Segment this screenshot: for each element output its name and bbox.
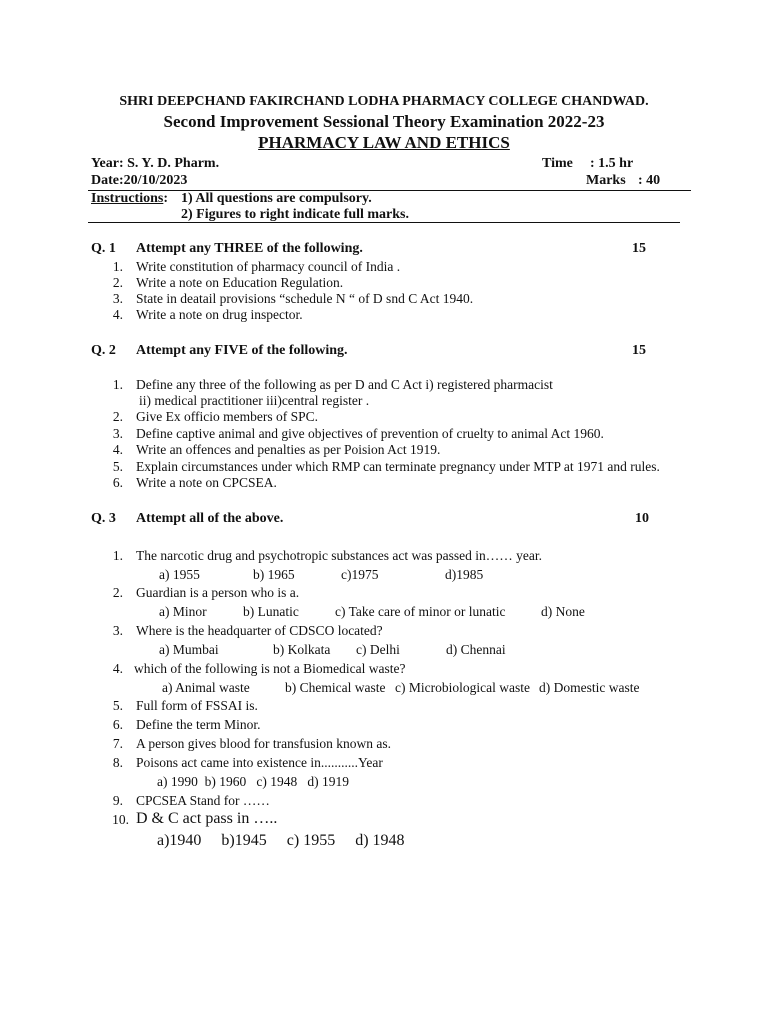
- instructions-colon: :: [163, 191, 169, 206]
- option-b: b) Lunatic: [243, 604, 299, 619]
- instruction-1: 1) All questions are compulsory.: [181, 191, 372, 206]
- option-b: b) 1965: [253, 567, 295, 582]
- date-label: Date:20/10/2023: [91, 173, 188, 188]
- option-d: d)1985: [445, 567, 484, 582]
- option-d: d) Chennai: [446, 642, 506, 657]
- q3-number: Q. 3: [91, 511, 116, 526]
- header-divider: [88, 190, 691, 191]
- year-label: Year: S. Y. D. Pharm.: [91, 156, 220, 171]
- subject-title: PHARMACY LAW AND ETHICS: [258, 133, 510, 152]
- option-a: a) Animal waste: [162, 680, 250, 695]
- options-line: a)1940 b)1945 c) 1955 d) 1948: [157, 832, 405, 849]
- time-value: : 1.5 hr: [590, 156, 634, 171]
- q3-title: Attempt all of the above.: [136, 511, 284, 526]
- q1-number: Q. 1: [91, 241, 116, 256]
- option-a: a) Minor: [159, 604, 207, 619]
- q2-marks: 15: [632, 343, 646, 358]
- option-b: b) Kolkata: [273, 642, 331, 657]
- option-c: c) Delhi: [356, 642, 400, 657]
- marks-label: Marks: [586, 173, 626, 188]
- college-name: SHRI DEEPCHAND FAKIRCHAND LODHA PHARMACY COLLEGE CHANDWAD.: [119, 94, 649, 109]
- option-c: c)1975: [341, 567, 379, 582]
- time-label: Time: [542, 156, 573, 171]
- instruction-2: 2) Figures to right indicate full marks.: [181, 207, 410, 222]
- list-item-continuation: ii) medical practitioner iii)central register .: [139, 393, 370, 408]
- q2-number: Q. 2: [91, 343, 116, 358]
- instructions-heading: [91, 191, 168, 207]
- option-d: d) Domestic waste: [539, 680, 640, 695]
- option-a: a) Mumbai: [159, 642, 219, 657]
- option-b: b) Chemical waste: [285, 680, 386, 695]
- q3-marks: 10: [635, 511, 649, 526]
- option-a: a) 1955: [159, 567, 200, 582]
- q1-title: Attempt any THREE of the following.: [136, 241, 363, 256]
- instructions-divider: [88, 222, 680, 223]
- marks-value: : 40: [638, 173, 661, 188]
- option-c: c) Microbiological waste: [395, 680, 530, 695]
- q2-title: Attempt any FIVE of the following.: [136, 343, 348, 358]
- option-d: d) None: [541, 604, 585, 619]
- option-c: c) Take care of minor or lunatic: [335, 604, 506, 619]
- q1-marks: 15: [632, 241, 646, 256]
- options-line: a) 1990 b) 1960 c) 1948 d) 1919: [157, 774, 349, 789]
- exam-title: Second Improvement Sessional Theory Examination 2022-23: [163, 112, 605, 131]
- instructions-label: Instructions: [91, 191, 164, 206]
